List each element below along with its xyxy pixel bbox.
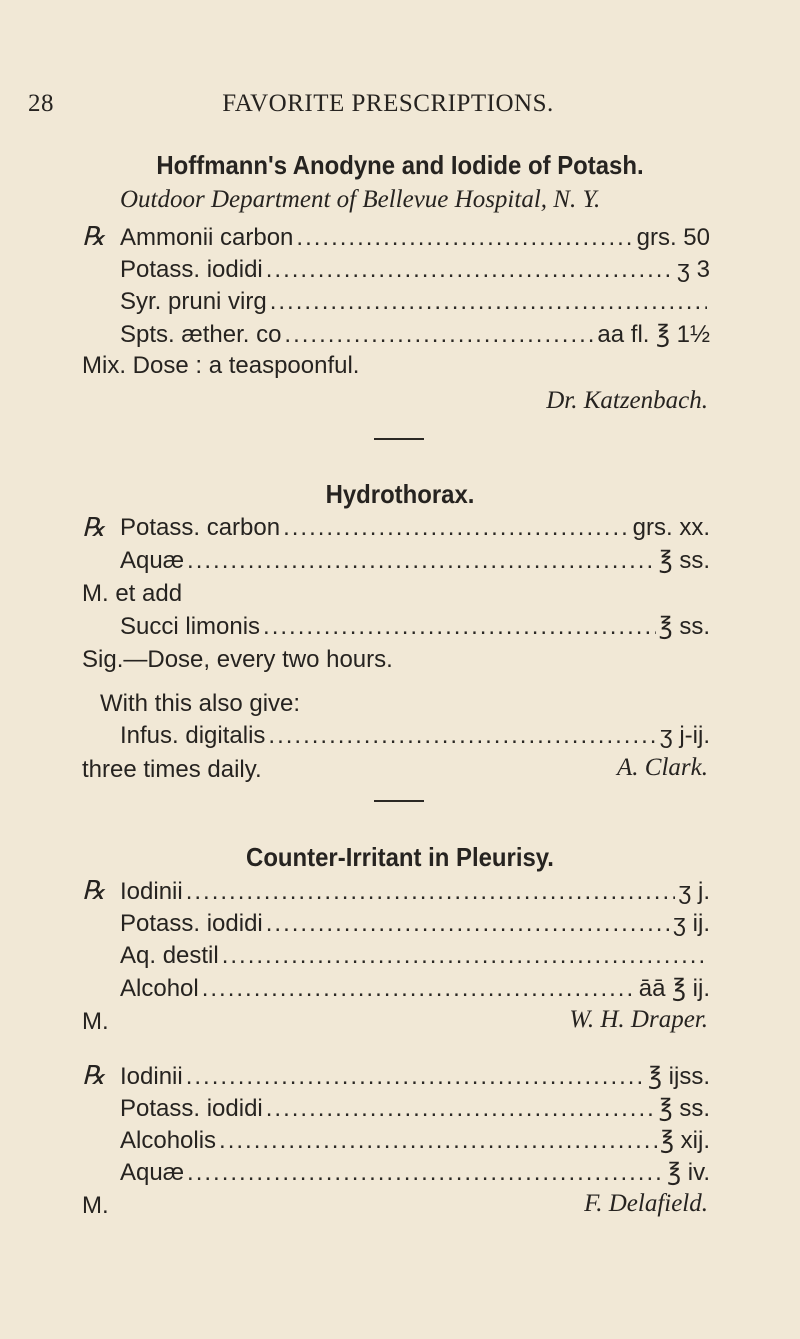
signature: A. Clark. [617, 754, 708, 781]
signature: Dr. Katzenbach. [546, 387, 708, 414]
also-note: With this also give: [100, 690, 301, 717]
section-title-hoffmanns: Hoffmann's Anodyne and Iodide of Potash. [156, 150, 644, 180]
prescription-line: Potass. iodidi ..... ℥ ss. [120, 1094, 710, 1124]
add-note: M. et add [82, 580, 183, 607]
mix-note: M. [82, 1192, 109, 1219]
sig-note: Sig.—Dose, every two hours. [82, 646, 393, 673]
prescription-line: Ammonii carbon ..... grs. 50 [120, 224, 710, 254]
section-title-counter-irritant: Counter-Irritant in Pleurisy. [246, 842, 554, 872]
prescription-line: Syr. pruni virg ..... [120, 288, 710, 318]
rx-symbol: ℞ [82, 513, 106, 543]
page-number: 28 [28, 90, 54, 117]
prescription-line: Aquæ ..... ℥ ss. [120, 546, 710, 576]
prescription-line: Potass. iodidi ..... ʒ 3 [120, 256, 710, 286]
mix-note: M. [82, 1008, 109, 1035]
signature: F. Delafield. [584, 1190, 708, 1217]
section-title-hydrothorax: Hydrothorax. [325, 479, 475, 509]
section-subtitle: Outdoor Department of Bellevue Hospital, N. Y. [120, 186, 601, 213]
frequency-note: three times daily. [82, 756, 262, 783]
section-divider [374, 800, 424, 802]
rx-symbol: ℞ [82, 222, 106, 252]
rx-symbol: ℞ [82, 1061, 106, 1091]
prescription-line: Potass. carbon ..... grs. xx. [120, 514, 710, 544]
prescription-line: Spts. æther. co ..... aa fl. ℥ 1½ [120, 320, 710, 350]
prescription-line: Aq. destil ..... [120, 942, 710, 972]
prescription-line: Alcoholis ..... ℥ xij. [120, 1126, 710, 1156]
prescription-line: Infus. digitalis ..... ʒ j-ij. [120, 722, 710, 752]
prescription-line: Alcohol ..... āā ℥ ij. [120, 974, 710, 1004]
prescription-line: Succi limonis ..... ℥ ss. [120, 612, 710, 642]
running-title: FAVORITE PRESCRIPTIONS. [222, 90, 554, 117]
dose-note: Mix. Dose : a teaspoonful. [82, 352, 360, 379]
section-divider [374, 438, 424, 440]
signature: W. H. Draper. [569, 1006, 708, 1033]
prescription-line: Aquæ ..... ℥ iv. [120, 1158, 710, 1188]
prescription-line: Iodinii ..... ʒ j. [120, 878, 710, 908]
rx-symbol: ℞ [82, 876, 106, 906]
prescription-line: Iodinii ..... ℥ ijss. [120, 1062, 710, 1092]
prescription-line: Potass. iodidi ..... ʒ ij. [120, 910, 710, 940]
